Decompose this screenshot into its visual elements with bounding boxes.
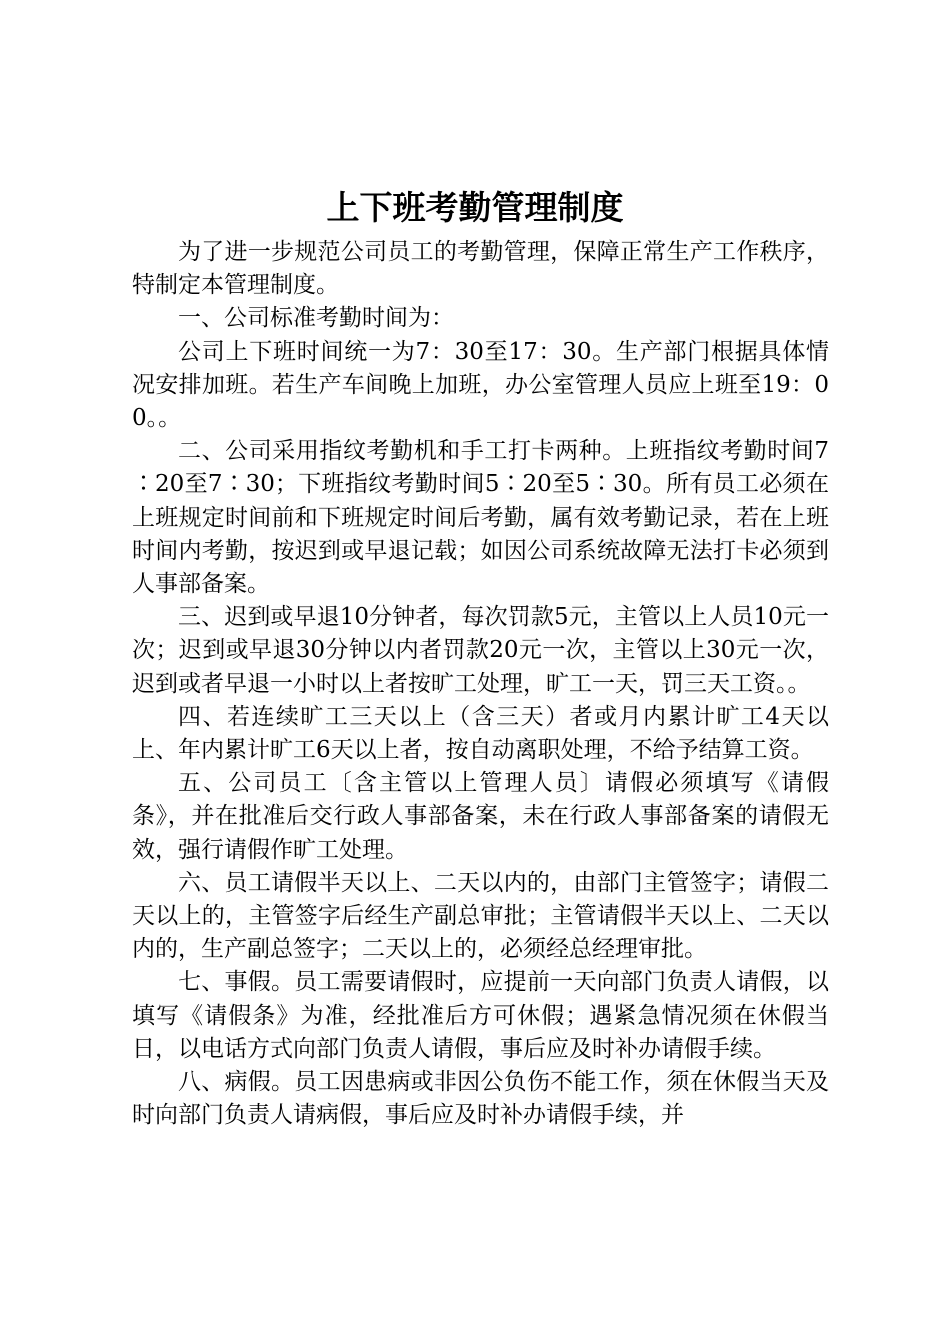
paragraph-section-2: 二、公司采用指纹考勤机和手工打卡两种。上班指纹考勤时间7∶20至7∶30；下班指纹考勤时间5∶20至5∶30。所有员工必须在上班规定时间前和下班规定时间后考勤，属有效考勤记录，若在上班时间内考勤，按迟到或早退记载；如因公司系统故障无法打卡必须到人事部备案。 — [132, 438, 829, 598]
paragraph-section-6: 六、员工请假半天以上、二天以内的，由部门主管签字；请假二天以上的，主管签字后经生产副总审批；主管请假半天以上、二天以内的，生产副总签字；二天以上的，必须经总经理审批。 — [132, 869, 829, 963]
paragraph-section-7: 七、事假。员工需要请假时，应提前一天向部门负责人请假，以填写《请假条》为准，经批准后方可休假；遇紧急情况须在休假当日，以电话方式向部门负责人请假，事后应及时补办请假手续。 — [132, 969, 829, 1062]
paragraph-section-1-heading: 一、公司标准考勤时间为： — [178, 305, 454, 332]
paragraph-section-8: 八、病假。员工因患病或非因公负伤不能工作，须在休假当天及时向部门负责人请病假，事后应及时补办请假手续，并 — [132, 1069, 829, 1129]
paragraph-work-hours: 公司上下班时间统一为7：30至17：30。生产部门根据具体情况安排加班。若生产车间晚上加班，办公室管理人员应上班至19：00。。 — [132, 338, 829, 432]
document-body — [132, 236, 829, 1132]
paragraph-intro: 为了进一步规范公司员工的考勤管理，保障正常生产工作秩序，特制定本管理制度。 — [132, 239, 829, 299]
paragraph-section-4: 四、若连续旷工三天以上（含三天）者或月内累计旷工4天以上、年内累计旷工6天以上者，按自动离职处理，不给予结算工资。 — [132, 703, 829, 764]
document-title: 上下班考勤管理制度 — [326, 188, 624, 227]
paragraph-section-5: 五、公司员工〔含主管以上管理人员〕请假必须填写《请假条》，并在批准后交行政人事部备案，未在行政人事部备案的请假无效，强行请假作旷工处理。 — [132, 770, 829, 863]
paragraph-section-3: 三、迟到或早退10分钟者，每次罚款5元，主管以上人员10元一次；迟到或早退30分钟以内者罚款20元一次，主管以上30元一次，迟到或者早退一小时以上者按旷工处理，旷工一天，罚三天工资。。 — [132, 604, 829, 697]
